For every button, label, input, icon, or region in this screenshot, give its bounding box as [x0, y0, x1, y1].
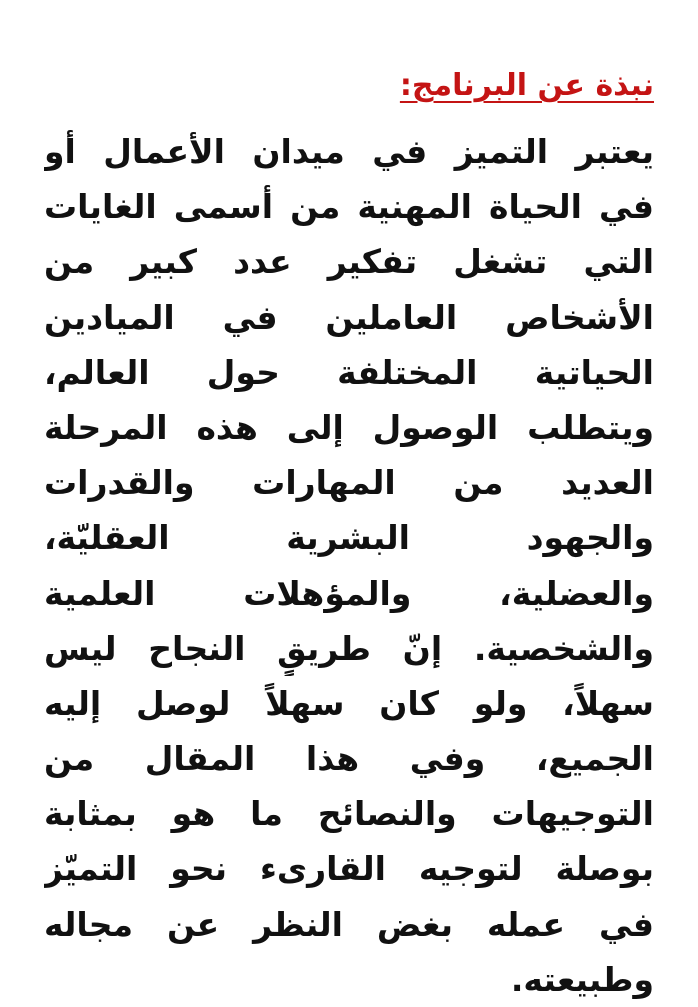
paragraph-line-last: وطبيعته. — [510, 959, 654, 999]
paragraph-line: والعضلية، والمؤهلات العلمية — [44, 573, 654, 613]
paragraph-line: والشخصية. إنّ طريقٍ النجاح ليس — [44, 628, 654, 668]
paragraph-line: التي تشغل تفكير عدد كبير من — [44, 242, 654, 282]
paragraph-line: الجميع، وفي هذا المقال من — [44, 739, 654, 779]
paragraph-line: العديد من المهارات والقدرات — [44, 463, 654, 503]
paragraph-line: في الحياة المهنية من أسمى الغايات — [44, 187, 654, 227]
paragraph-line: في عمله بغض النظر عن مجاله — [44, 904, 654, 944]
paragraph-line: بوصلة لتوجيه القارىء نحو التميّز — [44, 849, 654, 889]
paragraph-line: ويتطلب الوصول إلى هذه المرحلة — [44, 407, 654, 447]
paragraph-line: سهلاً، ولو كان سهلاً لوصل إليه — [44, 683, 654, 723]
paragraph-line: الأشخاص العاملين في الميادين — [44, 297, 654, 337]
paragraph-line: الحياتية المختلفة حول العالم، — [44, 352, 654, 392]
body-paragraph — [44, 124, 654, 1007]
section-heading: نبذة عن البرنامج: — [399, 68, 654, 103]
paragraph-line: التوجيهات والنصائح ما هو بمثابة — [44, 794, 654, 834]
paragraph-line: يعتبر التميز في ميدان الأعمال أو — [44, 132, 654, 171]
paragraph-line: والجهود البشرية العقليّة، — [44, 518, 654, 558]
